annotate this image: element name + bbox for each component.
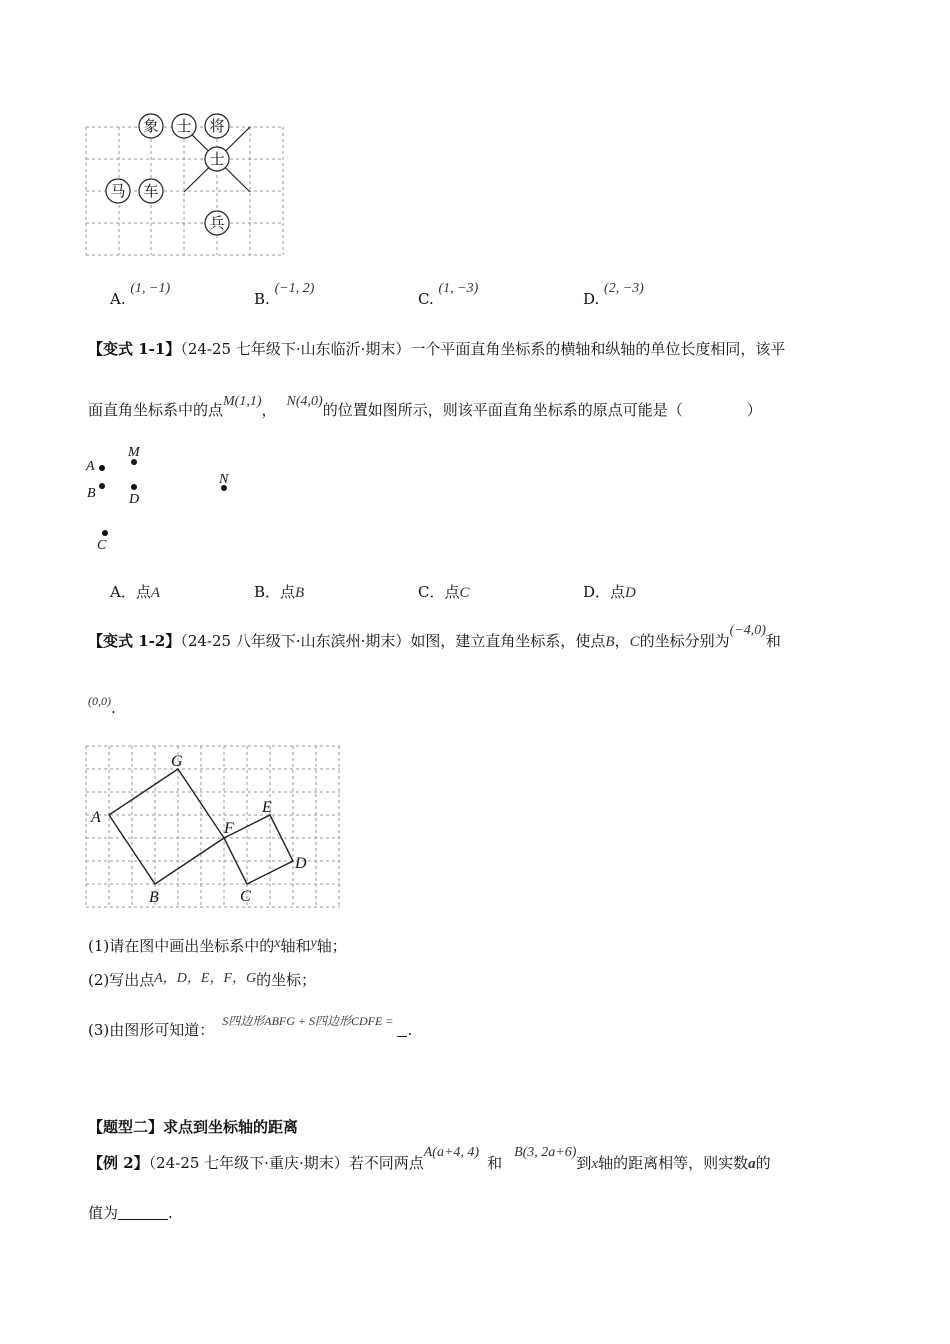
q12-sub2: (2)写出点A，D，E，F，G的坐标； xyxy=(88,971,317,989)
answer-blank[interactable] xyxy=(118,1205,168,1220)
example2-line2: 值为 . xyxy=(88,1204,173,1222)
q11-option-d: D．点D xyxy=(583,583,636,601)
chess-board-figure xyxy=(84,112,289,260)
svg-text:象: 象 xyxy=(143,119,159,135)
q0-option-b: B. (−1, 2) xyxy=(254,281,315,308)
q12-line1: 【变式 1-2】（24-25 八年级下·山东滨州·期末）如图，建立直角坐标系，使点B，C的坐标分别为(−4,0)和 xyxy=(88,623,781,650)
q11-option-b: B．点B xyxy=(254,583,305,601)
svg-text:G: G xyxy=(171,753,183,770)
svg-text:C: C xyxy=(97,538,107,553)
svg-text:B: B xyxy=(149,889,159,906)
example2-line1: 【例 2】（24-25 七年级下·重庆·期末）若不同两点A(a+4, 4)和B(3, 2a+6)到x轴的距离相等，则实数a的 xyxy=(88,1145,771,1172)
svg-text:士: 士 xyxy=(209,152,225,168)
q11-line1: 【变式 1-1】（24-25 七年级下·山东临沂·期末）一个平面直角坐标系的横轴和纵轴的单位长度相同，该平 xyxy=(88,340,786,358)
svg-text:N: N xyxy=(219,472,229,487)
q11-option-c: C．点C xyxy=(418,583,470,601)
q12-squares-figure xyxy=(84,744,344,910)
svg-text:M: M xyxy=(128,445,140,460)
svg-text:马: 马 xyxy=(110,184,126,200)
q0-option-c: C. (1, −3) xyxy=(418,281,479,308)
svg-text:F: F xyxy=(224,820,234,837)
svg-text:车: 车 xyxy=(143,184,159,200)
svg-text:将: 将 xyxy=(209,119,225,135)
svg-text:B: B xyxy=(87,486,96,501)
q0-option-d: D. (2, −3) xyxy=(583,281,644,308)
svg-text:D: D xyxy=(129,492,140,507)
q12-line2: $^{(0,0)}$. xyxy=(88,694,116,717)
q12-sub1: (1)请在图中画出坐标系中的x轴和y轴； xyxy=(88,936,347,955)
q11-option-a: A．点A xyxy=(110,583,161,601)
svg-text:D: D xyxy=(295,855,307,872)
q0-option-a: A. (1, −1) xyxy=(110,281,171,308)
svg-text:E: E xyxy=(262,799,272,816)
svg-text:士: 士 xyxy=(176,119,192,135)
q11-points-figure xyxy=(84,440,244,555)
svg-text:A: A xyxy=(91,809,101,826)
svg-text:C: C xyxy=(240,888,251,905)
svg-text:兵: 兵 xyxy=(209,216,225,232)
svg-text:A: A xyxy=(86,459,95,474)
q11-line2: 面直角坐标系中的点M(1,1)， N(4,0)的位置如图所示，则该平面直角坐标系的原点可能是（ ） xyxy=(88,394,762,419)
q12-sub3: (3)由图形可知道： $^{S四边形ABFG + S四边形CDFE =}$ . xyxy=(88,1014,413,1039)
section2-title: 【题型二】求点到坐标轴的距离 xyxy=(88,1118,299,1136)
